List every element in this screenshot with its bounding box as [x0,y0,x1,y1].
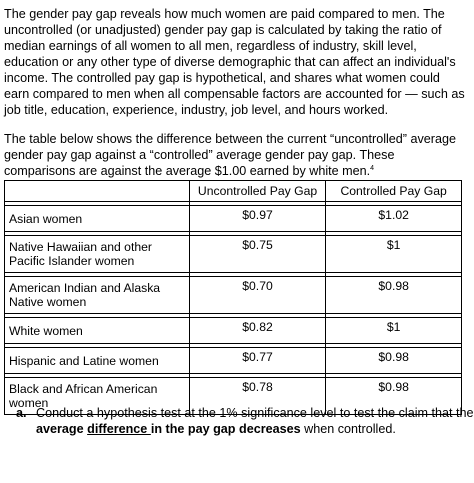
table-intro-text: The table below shows the difference between the current “uncontrolled” average gender pay gap against a “controlled” average gender pay gap. These comparisons are against the average $1.00 earned by white men. [4,132,457,178]
question-bold-average: average [36,422,88,436]
table-row [5,318,462,344]
group-cell: Native Hawaiian and other Pacific Islander women [5,236,190,273]
uncontrolled-cell: $0.78 [189,378,326,415]
uncontrolled-cell: $0.82 [189,318,326,344]
table-row [5,206,462,232]
question-a [16,405,474,437]
table-intro-paragraph [4,131,466,179]
group-cell: Hispanic and Latine women [5,348,190,374]
question-bold-decreases: in the pay gap decreases [150,422,301,436]
group-cell: White women [5,318,190,344]
table-header-row [5,181,462,202]
header-uncontrolled: Uncontrolled Pay Gap [189,181,326,202]
group-cell: Black and African American women [5,378,190,415]
pay-gap-table [4,180,462,415]
uncontrolled-cell: $0.97 [189,206,326,232]
footnote-marker: 4 [370,164,375,172]
controlled-cell: $1.02 [326,206,462,232]
controlled-cell: $0.98 [326,348,462,374]
question-text-after: when controlled. [300,422,396,436]
controlled-cell: $0.98 [326,277,462,314]
controlled-cell: $1 [326,236,462,273]
question-text-before: Conduct a hypothesis test at the 1% significance level to test the claim that the [36,406,474,420]
controlled-cell: $1 [326,318,462,344]
uncontrolled-cell: $0.75 [189,236,326,273]
header-group [5,181,190,202]
question-bold-difference: difference [87,422,151,436]
group-cell: Asian women [5,206,190,232]
controlled-cell: $0.98 [326,378,462,415]
uncontrolled-cell: $0.77 [189,348,326,374]
group-cell: American Indian and Alaska Native women [5,277,190,314]
table-row [5,236,462,273]
intro-paragraph: The gender pay gap reveals how much women are paid compared to men. The uncontrolled (or unadjusted) gender pay gap is calculated by taking the ratio of median earnings of all women to all men, regardless of industry, skill level, education or any other type of diverse demographic that can affect an individual's income. The controlled pay gap is hypothetical, and shares what women could earn compared to men when all compensable factors are accounted for — such as job title, education, experience, industry, job level, and hours worked. [4,7,465,117]
uncontrolled-cell: $0.70 [189,277,326,314]
header-controlled: Controlled Pay Gap [326,181,462,202]
table-row [5,277,462,314]
table-row [5,348,462,374]
question-marker: a. [16,406,27,420]
